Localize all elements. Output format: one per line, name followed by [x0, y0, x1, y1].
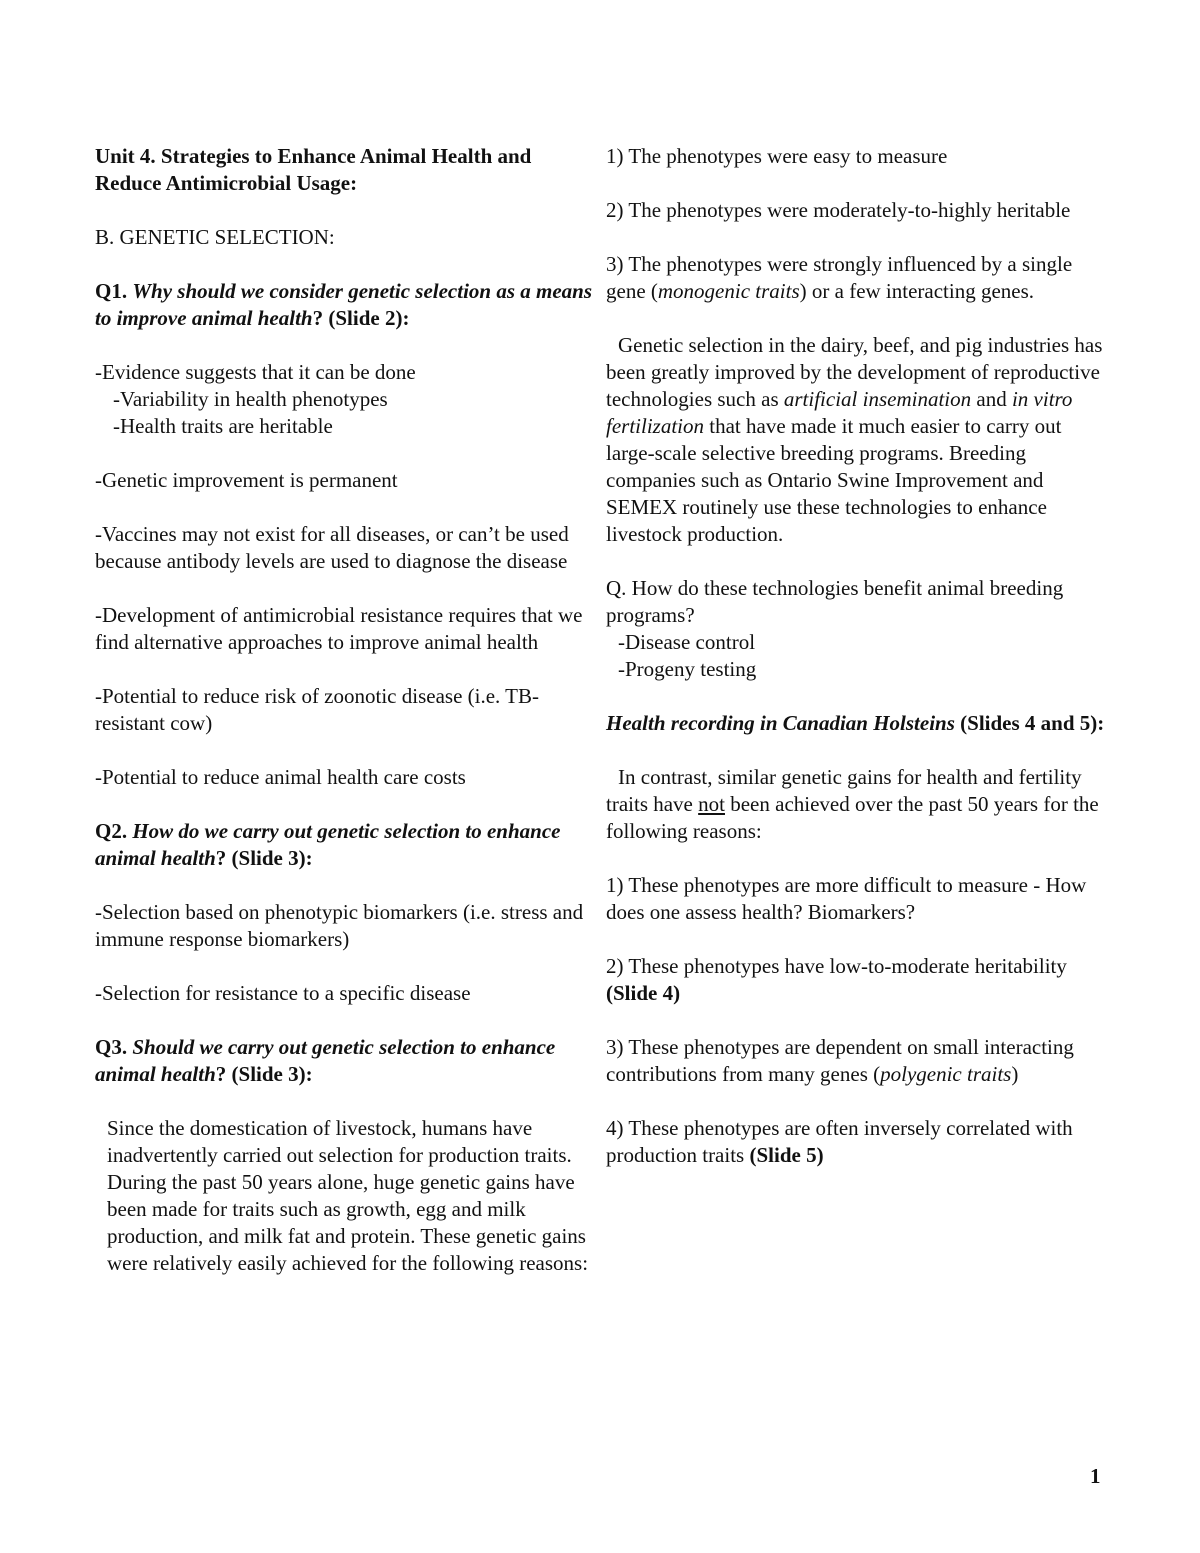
- low-reason-4-slide-ref: (Slide 5): [749, 1143, 824, 1167]
- list-item: -Selection for resistance to a specific disease: [95, 981, 471, 1005]
- list-item: 1) These phenotypes are more difficult to measure - How does one assess health? Biomarkers?: [606, 873, 1087, 924]
- contrast-text-end: been achieved over the past 50 years for the following reasons:: [606, 792, 1099, 843]
- reason-3-text: 3) The phenotypes were strongly influenced by a single gene (: [606, 252, 1073, 303]
- repro-text-end: that have made it much easier to carry out large-scale selective breeding programs. Breeding companies such as Ontario Swine Improvement and SEMEX routinely use these technologies to enhance livestock production.: [606, 414, 1062, 546]
- low-reason-3-text-end: ): [1011, 1062, 1019, 1086]
- q3-paragraph-text: Since the domestication of livestock, humans have inadvertently carried out selection for production traits. During the past 50 years alone, huge genetic gains have been made for traits such as growth, egg and milk production, and milk fat and protein. These genetic gains were relatively easily achieved for the following reasons:: [107, 1116, 589, 1275]
- low-reason-2-slide-ref: (Slide 4): [606, 981, 681, 1005]
- list-item: -Health traits are heritable: [113, 414, 333, 438]
- list-item: -Potential to reduce risk of zoonotic disease (i.e. TB-resistant cow): [95, 684, 539, 735]
- repro-term-ai: artificial insemination: [783, 387, 972, 411]
- q2-number: Q2.: [95, 819, 128, 843]
- contrast-paragraph: [606, 764, 1111, 845]
- q2-question: How do we carry out genetic selection to enhance animal health: [95, 819, 561, 870]
- contrast-text: In contrast, similar genetic gains for health and fertility traits have: [606, 765, 1082, 816]
- q3-number: Q3.: [95, 1035, 128, 1059]
- list-item: -Development of antimicrobial resistance requires that we find alternative approaches to improve animal health: [95, 603, 583, 654]
- list-item: -Vaccines may not exist for all diseases, or can’t be used because antibody levels are used to diagnose the disease: [95, 522, 569, 573]
- list-item: -Progeny testing: [618, 657, 757, 681]
- unit-heading-line2: Reduce Antimicrobial Usage:: [95, 171, 358, 195]
- q3-heading: [95, 1034, 595, 1088]
- list-item: -Evidence suggests that it can be done: [95, 360, 416, 384]
- low-reason-3-term: polygenic traits: [880, 1062, 1012, 1086]
- reason-3-text-end: ) or a few interacting genes.: [799, 279, 1035, 303]
- list-item: 2) The phenotypes were moderately-to-highly heritable: [606, 198, 1071, 222]
- right-column: [606, 143, 1111, 1196]
- contrast-not: not: [698, 792, 725, 816]
- list-item: -Variability in health phenotypes: [113, 387, 388, 411]
- health-recording-slide-ref: (Slides 4 and 5):: [954, 711, 1105, 735]
- q1-slide-ref: ? (Slide 2):: [312, 306, 410, 330]
- q2-slide-ref: ? (Slide 3):: [215, 846, 313, 870]
- q1-question: Why should we consider genetic selection as a means to improve animal health: [95, 279, 593, 330]
- benefit-group: [606, 575, 1111, 683]
- health-recording-title: Health recording in Canadian Holsteins: [606, 711, 955, 735]
- unit-heading-line1: Unit 4. Strategies to Enhance Animal Health and: [95, 144, 532, 168]
- reason-3-term: monogenic traits: [657, 279, 800, 303]
- q1-heading: [95, 278, 595, 332]
- unit-heading: [95, 143, 595, 197]
- q2-heading: [95, 818, 595, 872]
- benefit-question: Q. How do these technologies benefit animal breeding programs?: [606, 576, 1064, 627]
- list-item: [606, 1115, 1111, 1169]
- repro-paragraph: [606, 332, 1111, 548]
- section-heading: [95, 224, 595, 251]
- low-reason-3-text: 3) These phenotypes are dependent on small interacting contributions from many genes (: [606, 1035, 1074, 1086]
- list-item: -Genetic improvement is permanent: [95, 468, 398, 492]
- q1-number: Q1.: [95, 279, 128, 303]
- low-reason-2-text: 2) These phenotypes have low-to-moderate heritability: [606, 954, 1067, 978]
- repro-text-and: and: [971, 387, 1012, 411]
- list-item: [606, 251, 1111, 305]
- q3-question: Should we carry out genetic selection to enhance animal health: [95, 1035, 556, 1086]
- list-item: -Disease control: [618, 630, 756, 654]
- list-item: [606, 953, 1111, 1007]
- repro-text: Genetic selection in the dairy, beef, and pig industries has been greatly improved by the development of reproductive technologies such as: [606, 333, 1103, 411]
- repro-term-ivf: in vitro fertilization: [606, 387, 1073, 438]
- left-column: [95, 143, 595, 1277]
- q3-slide-ref: ? (Slide 3):: [215, 1062, 313, 1086]
- low-reason-4-text: 4) These phenotypes are often inversely correlated with production traits: [606, 1116, 1073, 1167]
- health-recording-heading: [606, 710, 1111, 737]
- list-item: -Selection based on phenotypic biomarkers (i.e. stress and immune response biomarkers): [95, 900, 584, 951]
- list-item: -Potential to reduce animal health care costs: [95, 765, 466, 789]
- q3-paragraph: [95, 1115, 595, 1277]
- page-number: 1: [1090, 1464, 1101, 1488]
- section-heading-text: B. GENETIC SELECTION:: [95, 225, 335, 249]
- q1-evidence-group: [95, 359, 595, 440]
- list-item: 1) The phenotypes were easy to measure: [606, 144, 948, 168]
- list-item: [606, 1034, 1111, 1088]
